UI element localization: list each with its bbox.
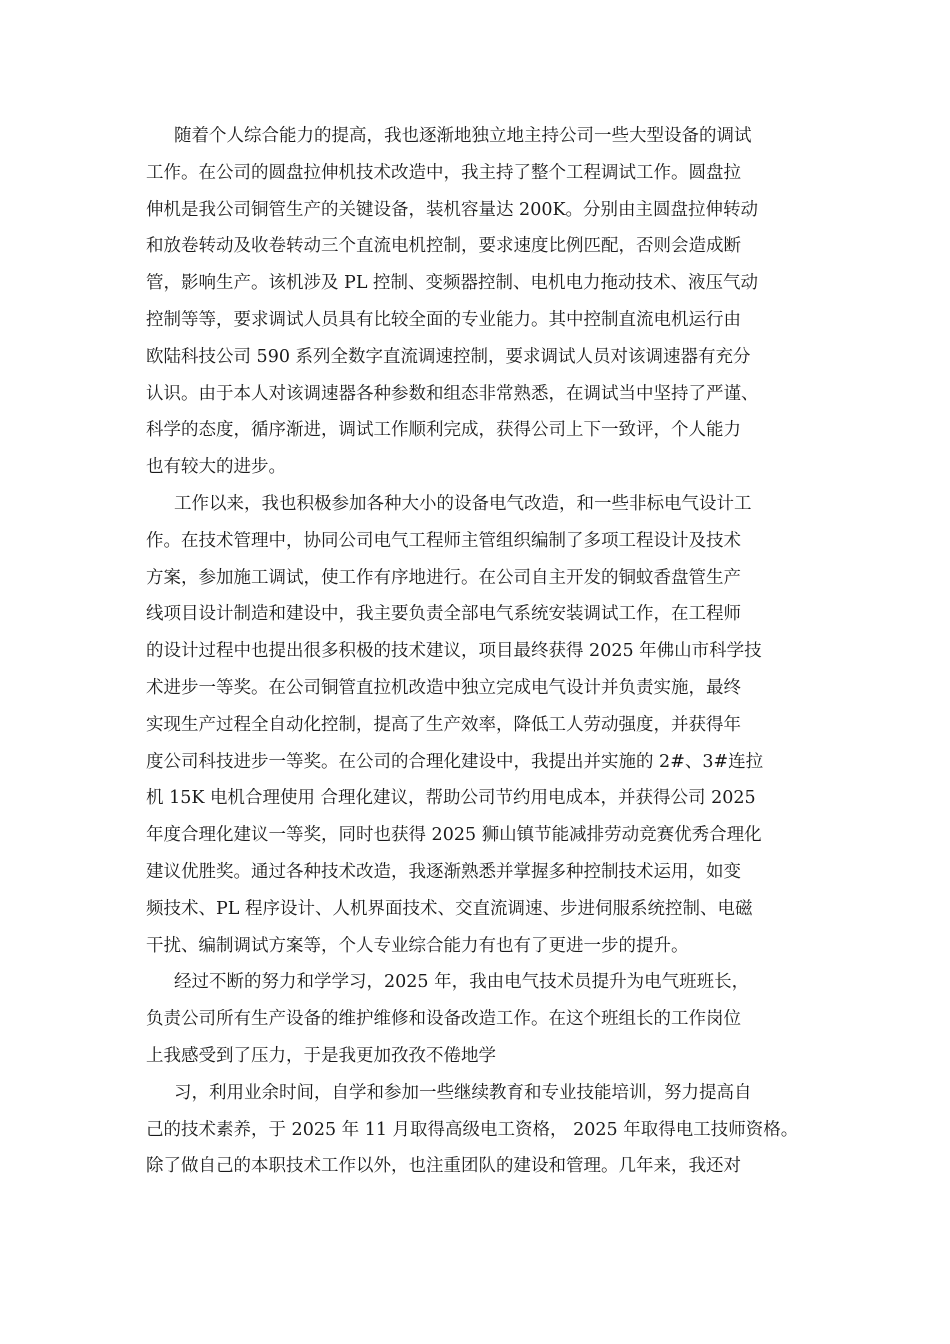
paragraph-1-line-4: 和放卷转动及收卷转动三个直流电机控制，要求速度比例匹配，否则会造成断 bbox=[146, 236, 741, 257]
paragraph-2-line-4: 线项目设计制造和建设中，我主要负责全部电气系统安装调试工作，在工程师 bbox=[146, 604, 741, 625]
paragraph-2-line-9: 机 15K 电机合理使用 合理化建议，帮助公司节约用电成本，并获得公司 2025 bbox=[146, 788, 756, 809]
paragraph-1-line-2: 工作。在公司的圆盘拉伸机技术改造中，我主持了整个工程调试工作。圆盘拉 bbox=[146, 162, 741, 183]
paragraph-2-line-6: 术进步一等奖。在公司铜管直拉机改造中独立完成电气设计并负责实施，最终 bbox=[146, 677, 741, 698]
paragraph-3-line-2: 负责公司所有生产设备的维护维修和设备改造工作。在这个班组长的工作岗位 bbox=[146, 1009, 741, 1030]
paragraph-2-line-11: 建议优胜奖。通过各种技术改造，我逐渐熟悉并掌握多种控制技术运用，如变 bbox=[146, 861, 741, 882]
paragraph-2-line-8: 度公司科技进步一等奖。在公司的合理化建设中，我提出并实施的 2#、3#连拉 bbox=[146, 751, 764, 772]
paragraph-2-line-12: 频技术、PL 程序设计、人机界面技术、交直流调速、步进伺服系统控制、电磁 bbox=[146, 898, 753, 919]
paragraph-1-line-10: 也有较大的进步。 bbox=[146, 457, 286, 478]
paragraph-2-line-2: 作。在技术管理中，协同公司电气工程师主管组织编制了多项工程设计及技术 bbox=[146, 530, 741, 551]
paragraph-2-line-10: 年度合理化建议一等奖，同时也获得 2025 狮山镇节能减排劳动竞赛优秀合理化 bbox=[146, 825, 762, 846]
paragraph-4-line-2: 己的技术素养，于 2025 年 11 月取得高级电工资格， 2025 年取得电工技师资格。 bbox=[146, 1119, 799, 1140]
paragraph-1-line-5: 管，影响生产。该机涉及 PL 控制、变频器控制、电机电力拖动技术、液压气动 bbox=[146, 273, 759, 294]
paragraph-2-line-13: 干扰、编制调试方案等，个人专业综合能力有也有了更进一步的提升。 bbox=[146, 935, 689, 956]
paragraph-2-line-7: 实现生产过程全自动化控制，提高了生产效率，降低工人劳动强度，并获得年 bbox=[146, 714, 741, 735]
document-body bbox=[146, 118, 816, 1185]
paragraph-4-line-1: 习，利用业余时间，自学和参加一些继续教育和专业技能培训，努力提高自 bbox=[174, 1082, 752, 1103]
paragraph-1-line-3: 伸机是我公司铜管生产的关键设备，装机容量达 200K。分别由主圆盘拉伸转动 bbox=[146, 199, 759, 220]
paragraph-2-line-5: 的设计过程中也提出很多积极的技术建议，项目最终获得 2025 年佛山市科学技 bbox=[146, 641, 762, 662]
paragraph-1-line-1: 随着个人综合能力的提高，我也逐渐地独立地主持公司一些大型设备的调试 bbox=[174, 126, 752, 146]
paragraph-3-line-3: 上我感受到了压力，于是我更加孜孜不倦地学 bbox=[146, 1045, 496, 1066]
paragraph-1-line-6: 控制等等，要求调试人员具有比较全面的专业能力。其中控制直流电机运行由 bbox=[146, 309, 741, 330]
paragraph-1-line-8: 认识。由于本人对该调速器各种参数和组态非常熟悉，在调试当中坚持了严谨、 bbox=[146, 383, 759, 404]
paragraph-2-line-1: 工作以来，我也积极参加各种大小的设备电气改造，和一些非标电气设计工 bbox=[174, 493, 752, 514]
paragraph-1-line-9: 科学的态度，循序渐进，调试工作顺利完成，获得公司上下一致评，个人能力 bbox=[146, 420, 741, 441]
paragraph-4-line-3: 除了做自己的本职技术工作以外，也注重团队的建设和管理。几年来，我还对 bbox=[146, 1156, 741, 1177]
paragraph-2-line-3: 方案，参加施工调试，使工作有序地进行。在公司自主开发的铜蚊香盘管生产 bbox=[146, 567, 741, 588]
paragraph-3-line-1: 经过不断的努力和学学习，2025 年，我由电气技术员提升为电气班班长， bbox=[174, 972, 750, 993]
paragraph-1-line-7: 欧陆科技公司 590 系列全数字直流调速控制，要求调试人员对该调速器有充分 bbox=[146, 346, 751, 367]
